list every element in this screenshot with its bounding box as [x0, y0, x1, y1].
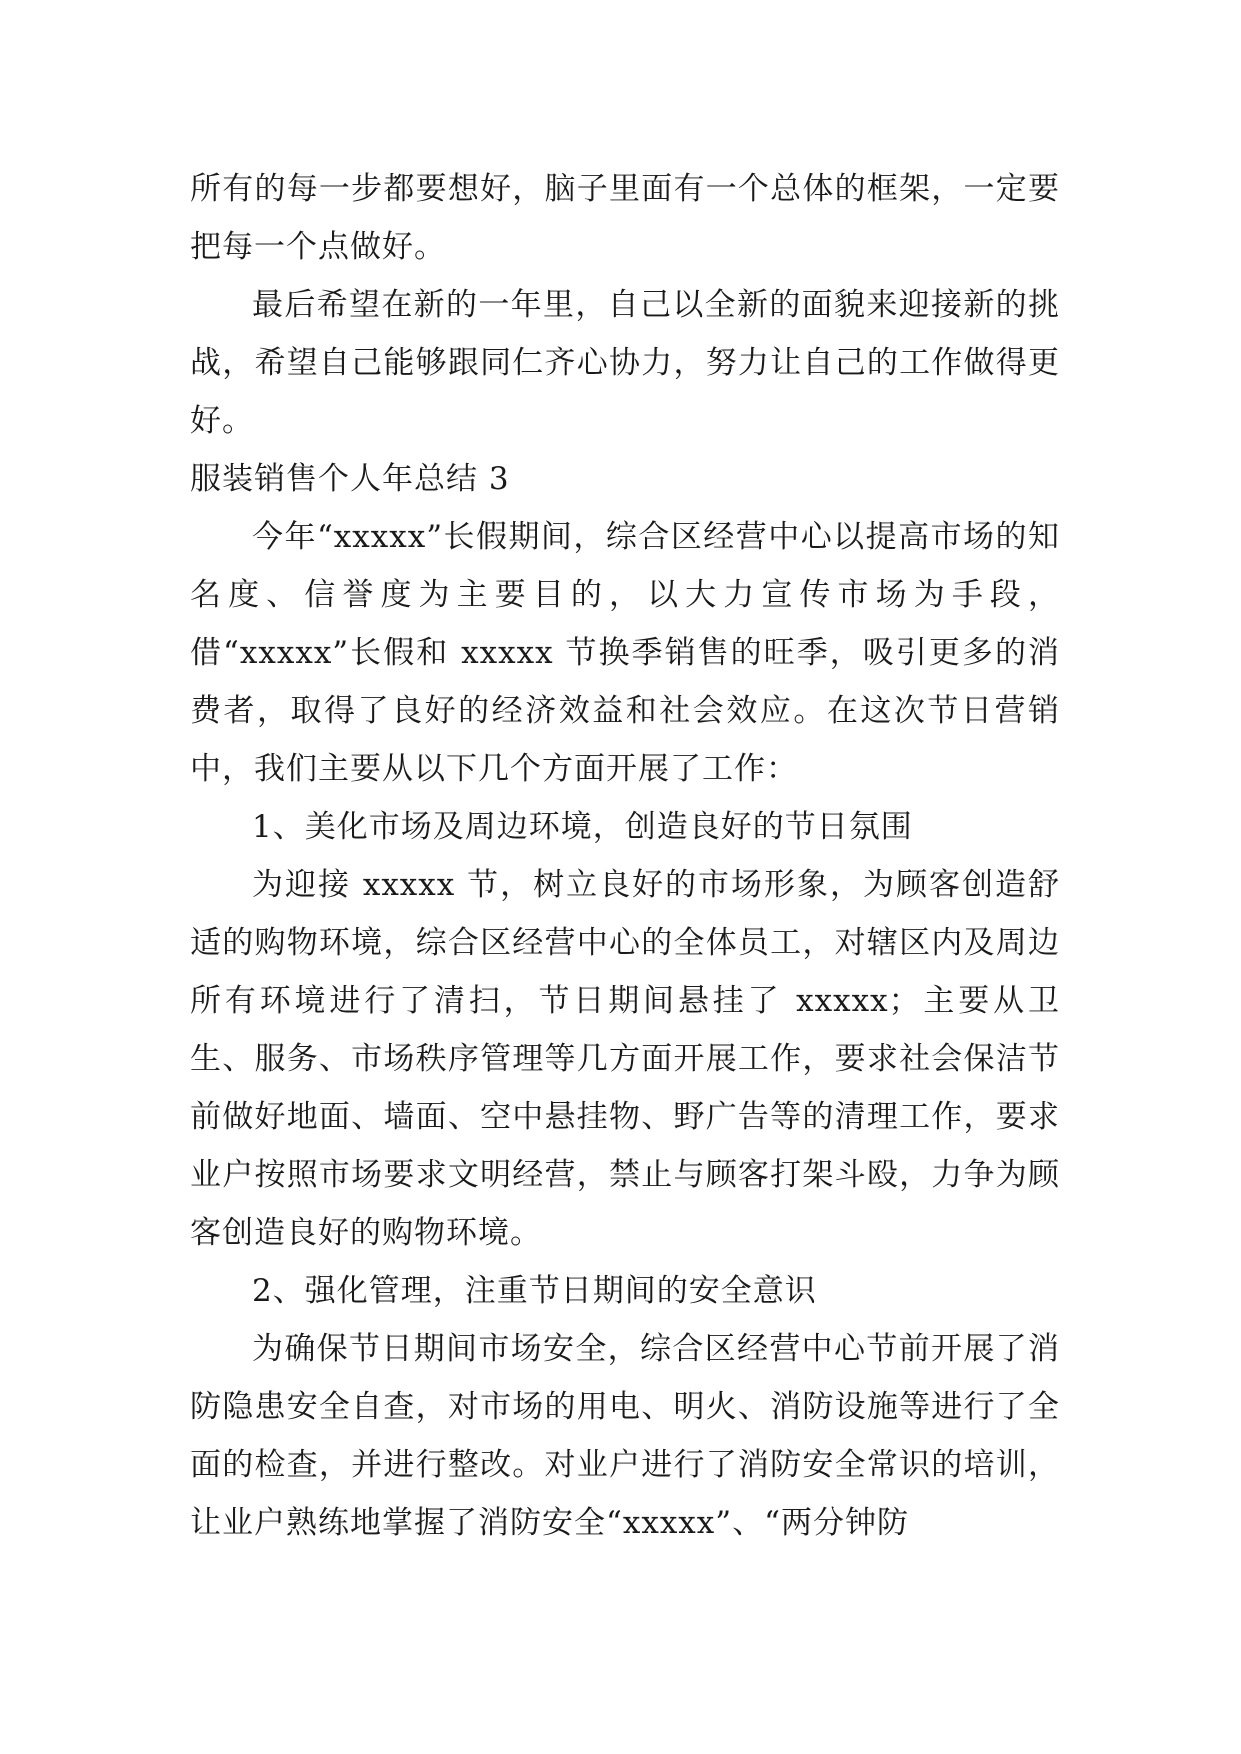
- paragraph-1: 所有的每一步都要想好，脑子里面有一个总体的框架，一定要把每一个点做好。: [190, 171, 1060, 265]
- paragraph-5: 为确保节日期间市场安全，综合区经营中心节前开展了消防隐患安全自查，对市场的用电、明火、消防设施等进行了全面的检查，并进行整改。对业户进行了消防安全常识的培训，让业户熟练地掌握了消防安全“xxxxx”、“两分钟防: [190, 1331, 1060, 1541]
- subheading-1: 1、美化市场及周边环境，创造良好的节日氛围: [252, 809, 913, 845]
- paragraph-2: 最后希望在新的一年里，自己以全新的面貌来迎接新的挑战，希望自己能够跟同仁齐心协力，努力让自己的工作做得更好。: [190, 287, 1060, 439]
- paragraph-4: 为迎接 xxxxx 节，树立良好的市场形象，为顾客创造舒适的购物环境，综合区经营中心的全体员工，对辖区内及周边所有环境进行了清扫，节日期间悬挂了 xxxxx；主要从卫生、服务、市场秩序管理等几方面开展工作，要求社会保洁节前做好地面、墙面、空中悬挂物、野广告等的清理工作，要求业户按照市场要求文明经营，禁止与顾客打架斗殴，力争为顾客创造良好的购物环境。: [190, 867, 1060, 1251]
- section-heading: 服装销售个人年总结 3: [190, 461, 510, 497]
- document-body: [190, 160, 1060, 1552]
- paragraph-3: 今年“xxxxx”长假期间，综合区经营中心以提高市场的知名度、信誉度为主要目的，以大力宣传市场为手段，借“xxxxx”长假和 xxxxx 节换季销售的旺季，吸引更多的消费者，取得了良好的经济效益和社会效应。在这次节日营销中，我们主要从以下几个方面开展了工作：: [190, 519, 1060, 787]
- subheading-2: 2、强化管理，注重节日期间的安全意识: [252, 1273, 817, 1309]
